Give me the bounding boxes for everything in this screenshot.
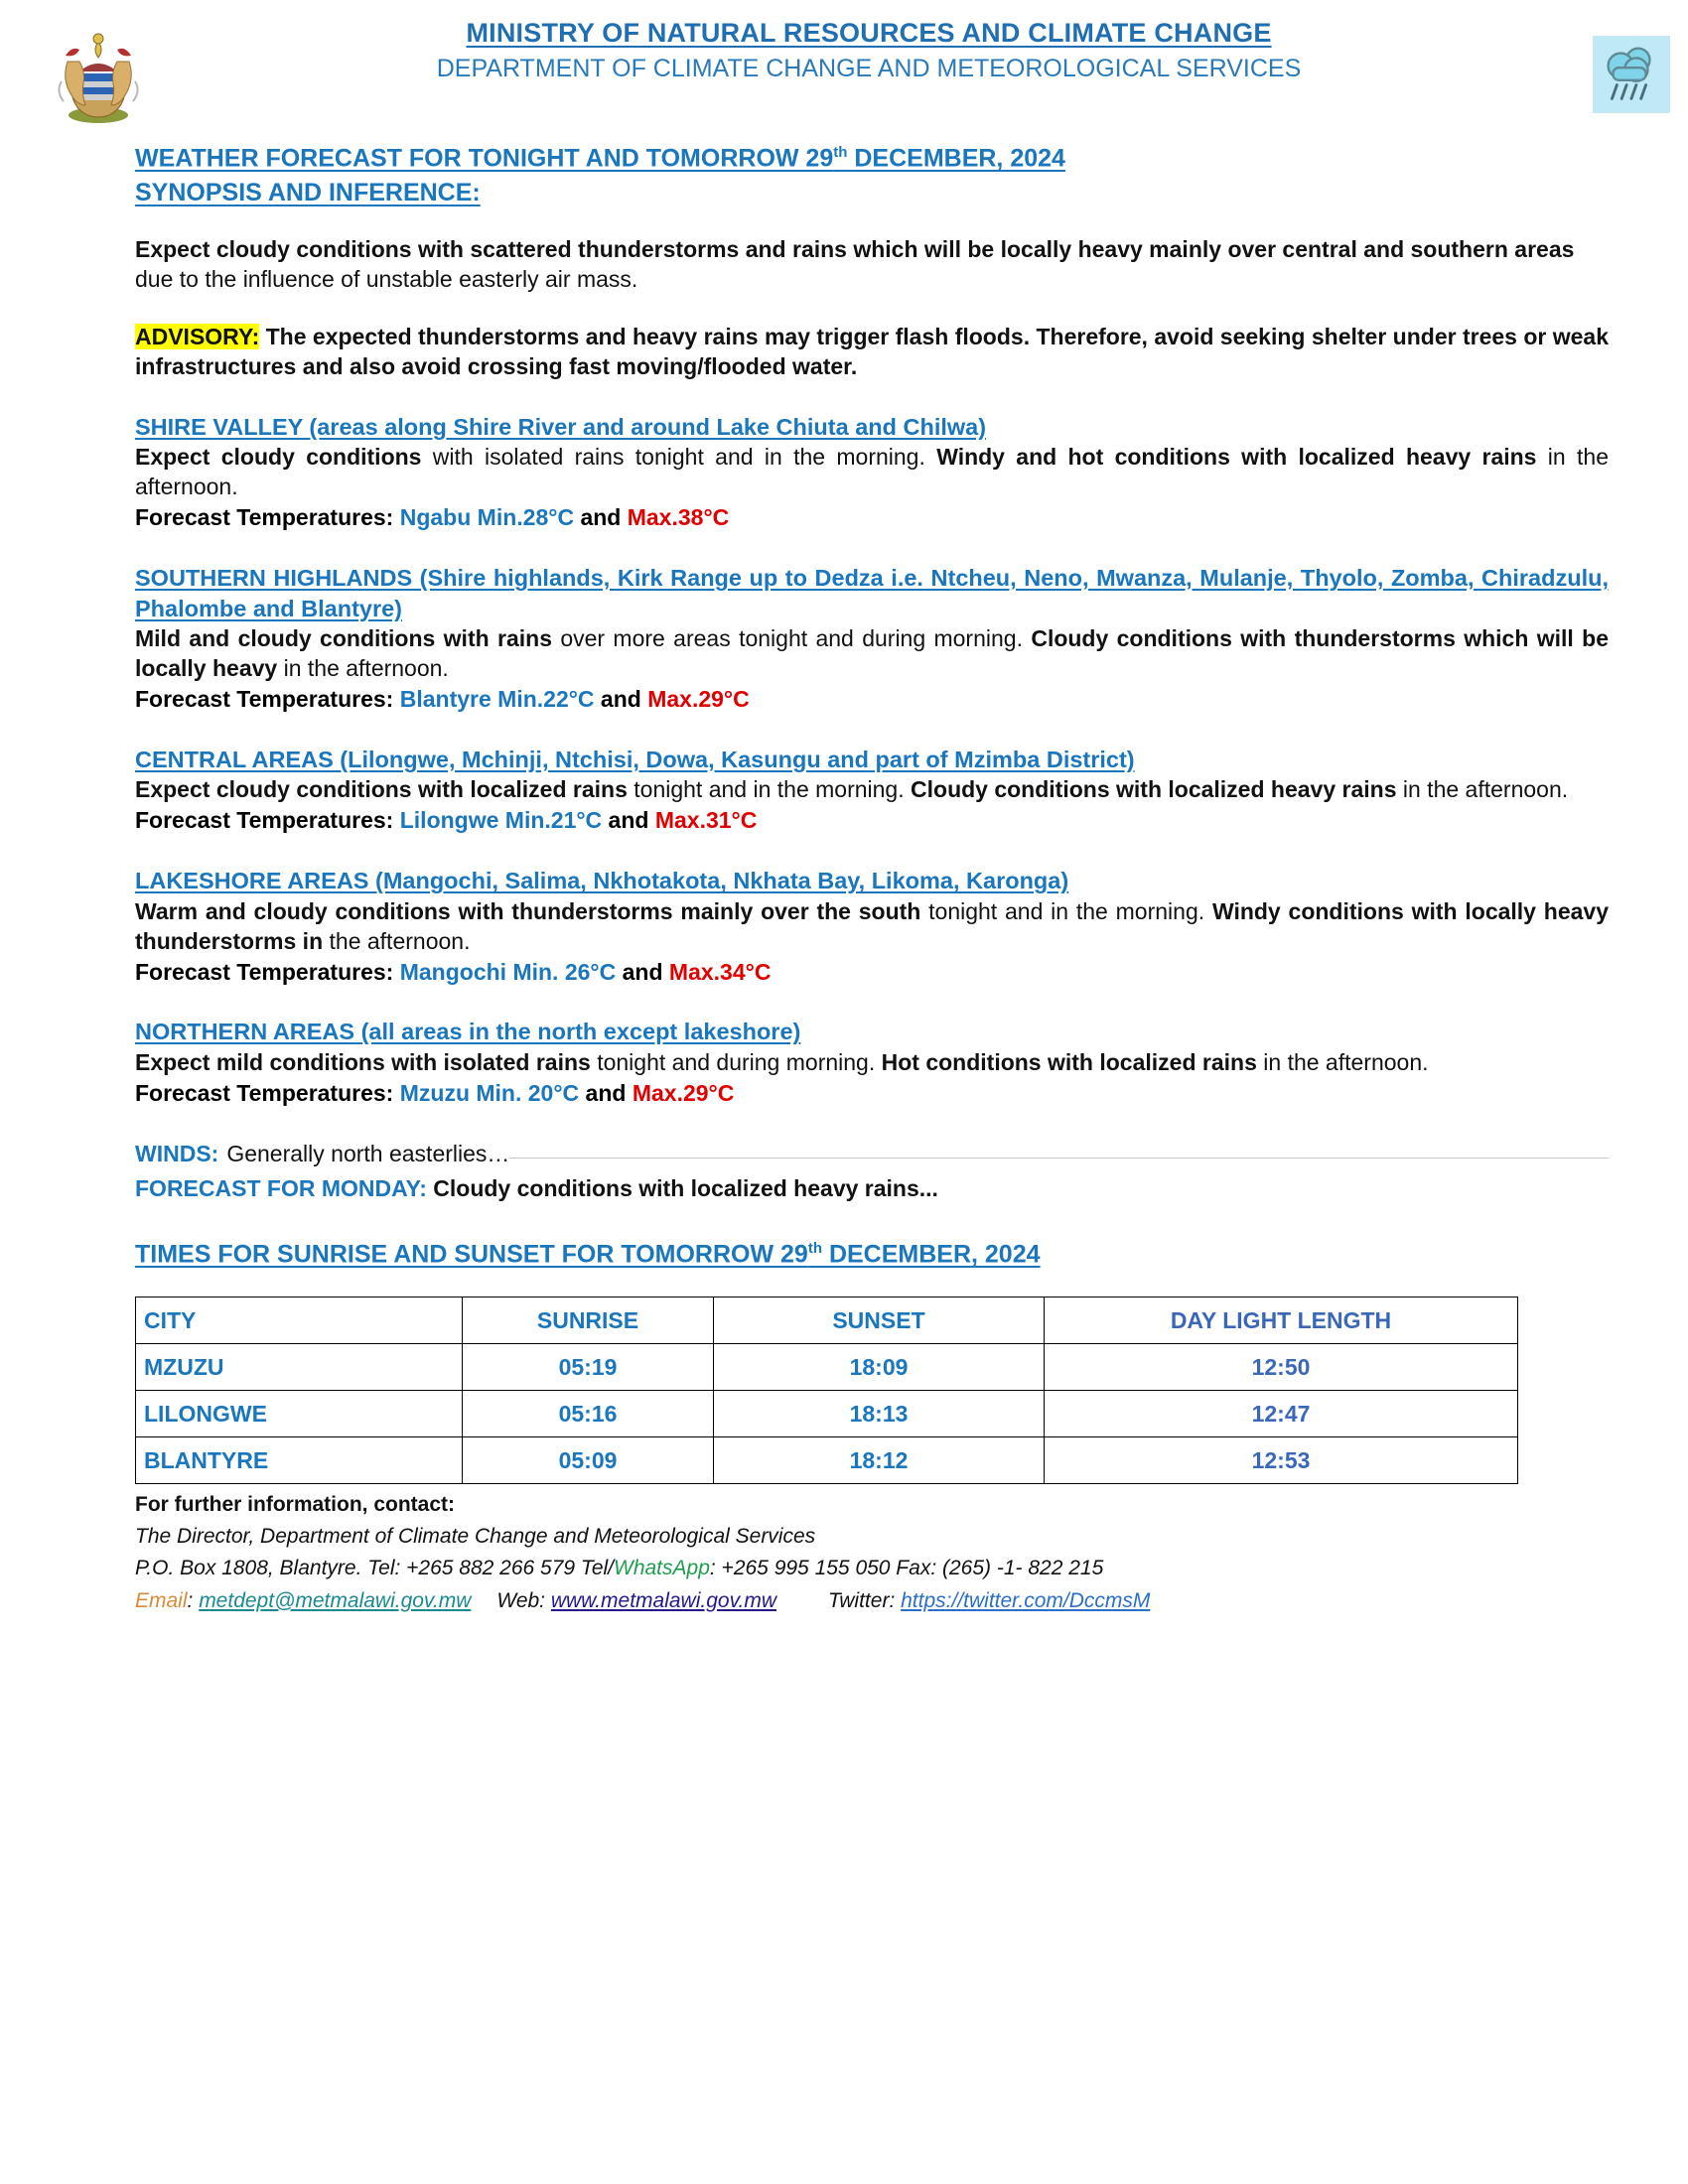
temp-label: Forecast Temperatures: — [135, 504, 400, 531]
page-title-prefix: WEATHER FORECAST FOR TONIGHT AND TOMORROW 29 — [135, 144, 834, 173]
region-text-normal-2: in the afternoon. — [1396, 776, 1569, 803]
email-link[interactable]: metdept@metmalawi.gov.mw — [199, 1588, 472, 1612]
column-header-sunrise: SUNRISE — [463, 1297, 714, 1344]
monday-forecast-value: Cloudy conditions with localized heavy rains... — [426, 1174, 938, 1201]
sun-table-title-ordinal: th — [807, 1239, 822, 1257]
region-temperatures — [135, 958, 1609, 988]
region-heading: SOUTHERN HIGHLANDS (Shire highlands, Kirk Range up to Dedza i.e. Ntcheu, Neno, Mwanza, Mulanje, Thyolo, Zomba, Chiradzulu, Phalombe and Blantyre) — [135, 565, 1609, 621]
region-text-bold-2: Hot conditions with localized rains — [881, 1048, 1257, 1075]
rain-cloud-icon — [1593, 36, 1670, 113]
links-line — [135, 1585, 1609, 1618]
region-temperatures — [135, 1079, 1609, 1109]
region-text-normal-2: in the afternoon. — [135, 444, 1609, 500]
region-heading-wrap — [135, 1017, 1609, 1047]
advisory-paragraph — [135, 323, 1609, 382]
header-title-group — [135, 18, 1609, 83]
cell-sunset: 18:13 — [714, 1391, 1045, 1437]
region-temperatures — [135, 503, 1609, 533]
document-header — [135, 18, 1609, 122]
temp-max-value: Max.38°C — [627, 504, 730, 531]
synopsis-normal-text: due to the influence of unstable easterly air mass. — [135, 266, 638, 293]
temp-joiner: and — [602, 807, 655, 834]
winds-and-monday-block — [135, 1139, 1609, 1204]
temp-min-value: Mzuzu Min. 20°C — [399, 1079, 580, 1106]
contact-heading: For further information, contact: — [135, 1493, 455, 1517]
synopsis-label-row — [135, 173, 1609, 207]
synopsis-bold-text: Expect cloudy conditions with scattered thunderstorms and rains which will be locally heavy mainly over central and southern areas — [135, 236, 1575, 263]
temp-min-value: Mangochi Min. 26°C — [399, 958, 617, 985]
temp-max-value: Max.34°C — [668, 958, 772, 985]
director-line: The Director, Department of Climate Change and Meteorological Services — [135, 1524, 816, 1548]
region-heading: LAKESHORE AREAS (Mangochi, Salima, Nkhotakota, Nkhata Bay, Likoma, Karonga) — [135, 868, 1069, 894]
column-header-daylight: DAY LIGHT LENGTH — [1045, 1297, 1518, 1344]
region-text-normal-1: tonight and during morning. — [590, 1048, 882, 1075]
sun-table-title-row — [135, 1204, 1609, 1269]
region-text-bold-1: Mild and cloudy conditions with rains — [135, 625, 552, 652]
temp-joiner: and — [574, 504, 628, 531]
region-heading: NORTHERN AREAS (all areas in the north except lakeshore) — [135, 1019, 801, 1045]
page-title-ordinal: th — [833, 144, 848, 161]
winds-row — [135, 1139, 1609, 1169]
email-label: Email — [135, 1588, 188, 1612]
temp-max-value: Max.29°C — [632, 1079, 735, 1106]
region-heading-wrap — [135, 412, 1609, 443]
monday-forecast-row — [135, 1173, 1609, 1204]
region-text-normal-2: in the afternoon. — [277, 655, 449, 682]
ministry-title: MINISTRY OF NATURAL RESOURCES AND CLIMATE CHANGE — [466, 18, 1272, 48]
region-text-normal-1: tonight and in the morning. — [627, 776, 912, 803]
region-text-normal-2: in the afternoon. — [1256, 1048, 1429, 1075]
table-row — [136, 1344, 1518, 1391]
cell-sunset: 18:12 — [714, 1437, 1045, 1484]
column-header-sunset: SUNSET — [714, 1297, 1045, 1344]
temp-min-value: Ngabu Min.28°C — [399, 504, 575, 531]
advisory-label: ADVISORY: — [135, 324, 260, 350]
temp-joiner: and — [579, 1079, 633, 1106]
cell-sunrise: 05:16 — [463, 1391, 714, 1437]
document-footer — [135, 1490, 1609, 1617]
region-body — [135, 1048, 1609, 1078]
temp-label: Forecast Temperatures: — [135, 958, 400, 985]
region-temperatures — [135, 806, 1609, 836]
twitter-label: Twitter: — [828, 1588, 902, 1612]
region-temperatures — [135, 685, 1609, 715]
monday-forecast-label: FORECAST FOR MONDAY: — [135, 1174, 427, 1201]
temp-joiner: and — [616, 958, 669, 985]
horizontal-rule — [509, 1158, 1609, 1159]
region-text-bold-1: Expect cloudy conditions — [135, 444, 422, 471]
region-heading: SHIRE VALLEY (areas along Shire River and around Lake Chiuta and Chilwa) — [135, 413, 987, 440]
region-text-bold-1: Expect cloudy conditions with localized rains — [135, 776, 628, 803]
region-heading-wrap — [135, 745, 1609, 775]
synopsis-paragraph — [135, 235, 1609, 295]
synopsis-label: SYNOPSIS AND INFERENCE: — [135, 179, 481, 207]
sun-table-title — [135, 1240, 1041, 1269]
department-title: DEPARTMENT OF CLIMATE CHANGE AND METEOROLOGICAL SERVICES — [436, 55, 1302, 82]
table-row — [136, 1391, 1518, 1437]
whatsapp-label: WhatsApp — [614, 1557, 710, 1580]
temp-max-value: Max.29°C — [647, 685, 750, 712]
cell-city: LILONGWE — [136, 1391, 463, 1437]
winds-label: WINDS: — [135, 1140, 219, 1166]
website-link[interactable]: www.metmalawi.gov.mw — [550, 1588, 776, 1612]
region-heading-wrap — [135, 563, 1609, 623]
cell-daylight: 12:47 — [1045, 1391, 1518, 1437]
cell-sunrise: 05:19 — [463, 1344, 714, 1391]
region-text-normal-1: with isolated rains tonight and in the morning. — [421, 444, 937, 471]
temp-joiner: and — [594, 685, 648, 712]
region-block-shire-valley — [135, 412, 1609, 533]
advisory-text: The expected thunderstorms and heavy rains may trigger flash floods. Therefore, avoid seeking shelter under trees or weak infrastructures and also avoid crossing fast moving/flooded water. — [135, 324, 1609, 379]
region-body — [135, 775, 1609, 805]
cell-daylight: 12:53 — [1045, 1437, 1518, 1484]
temp-label: Forecast Temperatures: — [135, 685, 400, 712]
table-row — [136, 1437, 1518, 1484]
cell-daylight: 12:50 — [1045, 1344, 1518, 1391]
region-heading: CENTRAL AREAS (Lilongwe, Mchinji, Ntchisi, Dowa, Kasungu and part of Mzimba District) — [135, 746, 1135, 772]
page-title-row — [135, 122, 1609, 173]
region-text-bold-1: Expect mild conditions with isolated rains — [135, 1048, 591, 1075]
region-block-lakeshore-areas — [135, 866, 1609, 987]
region-body — [135, 443, 1609, 502]
sun-table-title-prefix: TIMES FOR SUNRISE AND SUNSET FOR TOMORROW 29 — [135, 1240, 808, 1269]
cell-sunset: 18:09 — [714, 1344, 1045, 1391]
region-block-northern-areas — [135, 1017, 1609, 1108]
page-title — [135, 144, 1065, 173]
region-text-bold-2: Windy and hot conditions with localized heavy rains — [936, 444, 1537, 471]
region-text-bold-1: Warm and cloudy conditions with thunderstorms mainly over the south — [135, 897, 921, 924]
region-body — [135, 897, 1609, 957]
region-text-normal-2: the afternoon. — [323, 927, 471, 954]
winds-value: Generally north easterlies… — [226, 1140, 510, 1166]
region-text-bold-2: Cloudy conditions with localized heavy rains — [911, 776, 1397, 803]
region-body — [135, 624, 1609, 684]
page-title-suffix: DECEMBER, 2024 — [847, 144, 1065, 173]
address-line — [135, 1553, 1609, 1585]
region-text-normal-1: over more areas tonight and during morning. — [551, 625, 1032, 652]
temp-min-value: Blantyre Min.22°C — [399, 685, 595, 712]
address-part-2: : +265 995 155 050 Fax: (265) -1- 822 215 — [709, 1557, 1104, 1580]
temp-min-value: Lilongwe Min.21°C — [399, 807, 603, 834]
email-colon: : — [187, 1588, 200, 1612]
malawi-coat-of-arms-icon — [56, 22, 141, 125]
twitter-link[interactable]: https://twitter.com/DccmsM — [901, 1588, 1151, 1612]
column-header-city: CITY — [136, 1297, 463, 1344]
region-block-southern-highlands — [135, 563, 1609, 715]
address-part-1: P.O. Box 1808, Blantyre. Tel: +265 882 266 579 Tel/ — [135, 1557, 614, 1580]
region-block-central-areas — [135, 745, 1609, 836]
sunrise-sunset-table — [135, 1297, 1518, 1484]
temp-label: Forecast Temperatures: — [135, 1079, 400, 1106]
temp-max-value: Max.31°C — [654, 807, 758, 834]
cell-sunrise: 05:09 — [463, 1437, 714, 1484]
region-heading-wrap — [135, 866, 1609, 896]
table-header-row — [136, 1297, 1518, 1344]
sun-table-title-suffix: DECEMBER, 2024 — [822, 1240, 1041, 1269]
region-text-bold-2: Windy conditions with locally heavy thunderstorms in — [135, 897, 1609, 954]
cell-city: MZUZU — [136, 1344, 463, 1391]
region-text-bold-2: Cloudy conditions with thunderstorms which will be locally heavy — [135, 625, 1609, 682]
cell-city: BLANTYRE — [136, 1437, 463, 1484]
temp-label: Forecast Temperatures: — [135, 807, 400, 834]
web-label: Web: — [496, 1588, 551, 1612]
region-text-normal-1: tonight and in the morning. — [920, 897, 1212, 924]
